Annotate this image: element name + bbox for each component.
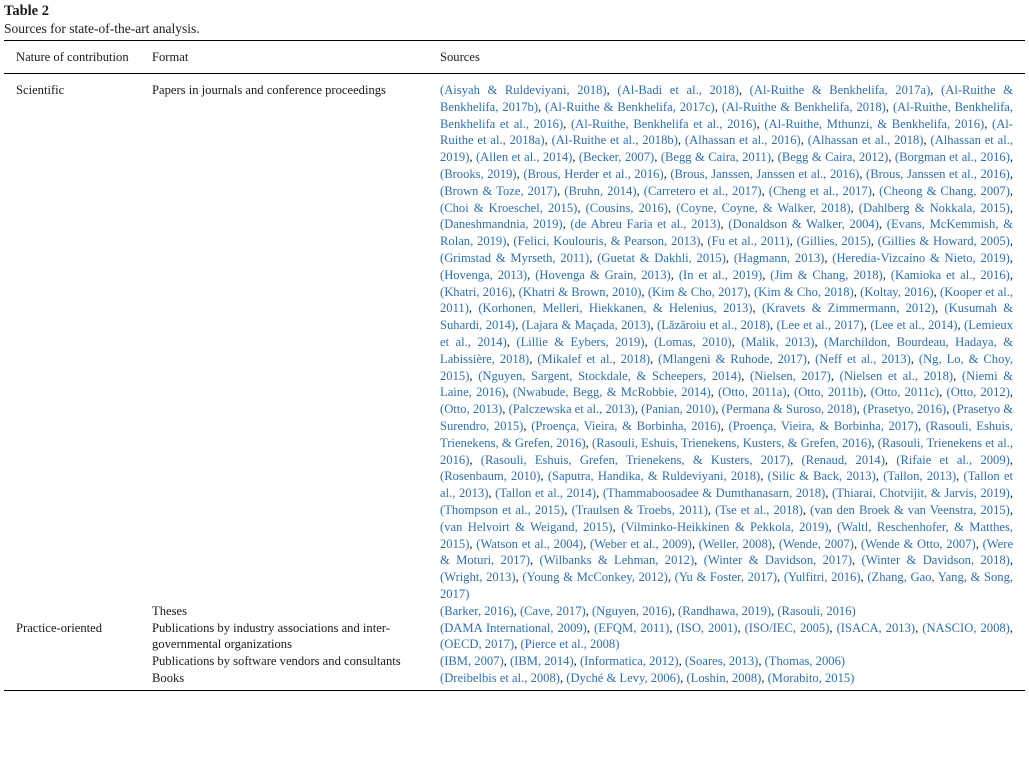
format-cell: Publications by software vendors and consultants [152, 654, 401, 669]
citation-link[interactable]: (Barker, 2016) [440, 603, 514, 618]
citation-link[interactable]: (Begg & Caira, 2012) [777, 150, 889, 165]
citation-link[interactable]: (Proença, Vieira, & Borbinha, 2016) [531, 418, 721, 433]
citation-link[interactable]: (Gillies, 2015) [796, 234, 871, 249]
citation-link[interactable]: (Mlangeni & Ruhode, 2017) [658, 351, 807, 366]
citation-link[interactable]: (Rosenbaum, 2010) [440, 469, 541, 484]
citation-link[interactable]: (Brous, Janssen et al., 2016) [866, 166, 1010, 181]
citation-link[interactable]: (Kim & Cho, 2018) [753, 284, 854, 299]
citation-link[interactable]: (Pierce et al., 2008) [520, 637, 620, 652]
citation-link[interactable]: (Neff et al., 2013) [815, 351, 911, 366]
citation-link[interactable]: (Loshin, 2008) [686, 670, 762, 685]
citation-link[interactable]: (Rasouli, Eshuis, Grefen, Trienekens, & Kusters, 2017) [480, 452, 791, 467]
citation-link[interactable]: (Tallon et al., 2013) [440, 469, 1014, 501]
citation-link[interactable]: (Cheng et al., 2017) [768, 183, 872, 198]
citation-link[interactable]: (Morabito, 2015) [767, 670, 855, 685]
citation-link[interactable]: (EFQM, 2011) [594, 620, 670, 635]
citation-link[interactable]: (Heredia-Vizcaíno & Nieto, 2019) [832, 250, 1010, 265]
citation-link[interactable]: (Allen et al., 2014) [475, 150, 573, 165]
citation-link[interactable]: (Renaud, 2014) [801, 452, 885, 467]
citation-link[interactable]: (Dahlberg & Nokkala, 2015) [858, 200, 1010, 215]
citation-link[interactable]: (Kamioka et al., 2016) [890, 267, 1010, 282]
format-cell: Theses [152, 603, 187, 618]
citation-link[interactable]: (Tallon et al., 2014) [495, 486, 597, 501]
table-row [4, 620, 1025, 654]
citation-link[interactable]: (Rifaie et al., 2009) [896, 452, 1010, 467]
citation-link[interactable]: (Niemi & Laine, 2016) [440, 368, 1014, 400]
citation-link[interactable]: (Thomas, 2006) [764, 654, 846, 669]
citation-link[interactable]: (Jim & Chang, 2018) [770, 267, 883, 282]
citation-link[interactable]: (Marchildon, Bourdeau, Hadaya, & Labissière, 2018) [440, 334, 1014, 366]
citation-link[interactable]: (Weller, 2008) [698, 536, 772, 551]
citation-link[interactable]: (Nguyen, 2016) [591, 603, 672, 618]
citation-link[interactable]: (Brown & Toze, 2017) [440, 183, 558, 198]
table-caption: Sources for state-of-the-art analysis. [4, 21, 200, 36]
citation-link[interactable]: (Thiarai, Chotvijit, & Jarvis, 2019) [832, 486, 1010, 501]
citation-link[interactable]: (Brooks, 2019) [440, 166, 517, 181]
citation-link[interactable]: (Saputra, Handika, & Ruldeviyani, 2018) [547, 469, 761, 484]
citation-link[interactable]: (Rasouli, Eshuis, Trienekens, & Grefen, 2016) [440, 418, 1014, 450]
citation-link[interactable]: (Brous, Janssen, Janssen et al., 2016) [670, 166, 860, 181]
citation-link[interactable]: (Yulfitri, 2016) [783, 570, 861, 585]
citation-link[interactable]: (Tallon, 2013) [883, 469, 957, 484]
citation-link[interactable]: (ISACA, 2013) [836, 620, 916, 635]
citation-link[interactable]: (Wilbanks & Lehman, 2012) [539, 553, 695, 568]
sources-cell: (Barker, 2016), (Cave, 2017), (Nguyen, 2016), (Randhawa, 2019), (Rasouli, 2016) [440, 603, 856, 618]
citation-link[interactable]: (van Helvoirt & Weigand, 2015) [440, 519, 613, 534]
table-row [4, 653, 1025, 670]
table-row [4, 670, 1025, 690]
citation-link[interactable]: (Thammaboosadee & Dumthanasarn, 2018) [602, 486, 826, 501]
citation-link[interactable]: (Wende, 2007) [778, 536, 854, 551]
citation-link[interactable]: (Lăzăroiu et al., 2018) [657, 318, 771, 333]
citation-link[interactable]: (Yu & Foster, 2017) [674, 570, 778, 585]
citation-link[interactable]: (Felici, Koulouris, & Pearson, 2013) [513, 234, 701, 249]
citation-link[interactable]: (Al-Ruithe & Benkhelifa, 2017c) [545, 99, 715, 114]
citation-link[interactable]: (Malik, 2013) [741, 334, 815, 349]
citation-link[interactable]: (Informatica, 2012) [579, 654, 679, 669]
citation-link[interactable]: (Al-Ruithe & Benkhelifa, 2018) [721, 99, 886, 114]
citation-link[interactable]: (Silic & Back, 2013) [767, 469, 876, 484]
header-format: Format [152, 41, 440, 74]
nature-cell [4, 603, 152, 620]
citation-link[interactable]: (Borgman et al., 2016) [894, 150, 1010, 165]
citation-link[interactable]: (Hagmann, 2013) [733, 250, 825, 265]
sources-cell: (DAMA International, 2009), (EFQM, 2011), (ISO, 2001), (ISO/IEC, 2005), (ISACA, 2013), (NASCIO, 2008), (OECD, 2017), (Pierce et al., 2008) [440, 620, 1014, 652]
citation-link[interactable]: (Guetat & Dakhli, 2015) [597, 250, 726, 265]
citation-link[interactable]: (Kim & Cho, 2017) [647, 284, 748, 299]
citation-link[interactable]: (Nguyen, Sargent, Stockdale, & Scheepers, 2014) [478, 368, 742, 383]
table-title: Table 2 [4, 3, 49, 19]
citation-link[interactable]: (Thompson et al., 2015) [440, 502, 565, 517]
citation-link[interactable]: (Rasouli, Trienekens et al., 2016) [440, 435, 1013, 467]
citation-link[interactable]: (Waltl, Reschenhofer, & Matthes, 2015) [440, 519, 1014, 551]
table-header-row [4, 41, 1025, 74]
sources-cell: (IBM, 2007), (IBM, 2014), (Informatica, 2012), (Soares, 2013), (Thomas, 2006) [440, 654, 846, 669]
citation-link[interactable]: (de Abreu Faria et al., 2013) [570, 217, 721, 232]
citation-link[interactable]: (Proença, Vieira, & Borbinha, 2017) [728, 418, 918, 433]
citation-link[interactable]: (Otto, 2012) [946, 385, 1010, 400]
format-cell: Publications by industry associations and inter-governmental organizations [152, 620, 390, 652]
sources-cell: (Dreibelbis et al., 2008), (Dyché & Levy, 2006), (Loshin, 2008), (Morabito, 2015) [440, 670, 1025, 690]
table-row [4, 74, 1025, 603]
header-sources: Sources [440, 41, 1025, 74]
citation-link[interactable]: (Brous, Herder et al., 2016) [523, 166, 664, 181]
citation-link[interactable]: (Otto, 2011b) [794, 385, 864, 400]
citation-link[interactable]: (Khatri, 2016) [440, 284, 513, 299]
sources-cell: (Aisyah & Ruldeviyani, 2018), (Al-Badi et al., 2018), (Al-Ruithe & Benkhelifa, 2017a), (Al-Ruithe & Benkhelifa, 2017b), (Al-Ruithe & Benkhelifa, 2017c), (Al-Ruithe & Benkhelifa, 2018), (Al-Ruithe, Benkhelifa, Benkhelifa et al., 2016), (Al-Ruithe, Benkhelifa et al., 2016), (Al-Ruithe, Mthunzi, & Benkhelifa, 2016), (Al-Ruithe et al., 2018a), (Al-Ruithe et al., 2018b), (Alhassan et al., 2016), (Alhassan et al., 2018), (Alhassan et al., 2019), (Allen et al., 2014), (Becker, 2007), (Begg & Caira, 2011), (Begg & Caira, 2012), (Borgman et al., 2016), (Brooks, 2019), (Brous, Herder et al., 2016), (Brous, Janssen, Janssen et al., 2016), (Brous, Janssen et al., 2016), (Brown & Toze, 2017), (Bruhn, 2014), (Carretero et al., 2017), (Cheng et al., 2017), (Cheong & Chang, 2007), (Choi & Kroeschel, 2015), (Cousins, 2016), (Coyne, Coyne, & Walker, 2018), (Dahlberg & Nokkala, 2015), (Daneshmandnia, 2019), (de Abreu Faria et al., 2013), (Donaldson & Walker, 2004), (Evans, McKemmish, & Rolan, 2019), (Felici, Koulouris, & Pearson, 2013), (Fu et al., 2011), (Gillies, 2015), (Gillies & Howard, 2005), (Grimstad & Myrseth, 2011), (Guetat & Dakhli, 2015), (Hagmann, 2013), (Heredia-Vizcaíno & Nieto, 2019), (Hovenga, 2013), (Hovenga & Grain, 2013), (In et al., 2019), (Jim & Chang, 2018), (Kamioka et al., 2016), (Khatri, 2016), (Khatri & Brown, 2010), (Kim & Cho, 2017), (Kim & Cho, 2018), (Koltay, 2016), (Kooper et al., 2011), (Korhonen, Melleri, Hiekkanen, & Helenius, 2013), (Kravets & Zimmermann, 2012), (Kusumah & Suhardi, 2014), (Lajara & Maçada, 2013), (Lăzăroiu et al., 2018), (Lee et al., 2017), (Lee et al., 2014), (Lemieux et al., 2014), (Lillie & Eybers, 2019), (Lomas, 2010), (Malik, 2013), (Marchildon, Bourdeau, Hadaya, & Labissière, 2018), (Mikalef et al., 2018), (Mlangeni & Ruhode, 2017), (Neff et al., 2013), (Ng, Lo, & Choy, 2015), (Nguyen, Sargent, Stockdale, & Scheepers, 2014), (Nielsen, 2017), (Nielsen et al., 2018), (Niemi & Laine, 2016), (Nwabude, Begg, & McRobbie, 2014), (Otto, 2011a), (Otto, 2011b), (Otto, 2011c), (Otto, 2012), (Otto, 2013), (Palczewska et al., 2013), (Panian, 2010), (Permana & Suroso, 2018), (Prasetyo, 2016), (Prasetyo & Surendro, 2015), (Proença, Vieira, & Borbinha, 2016), (Proença, Vieira, & Borbinha, 2017), (Rasouli, Eshuis, Trienekens, & Grefen, 2016), (Rasouli, Eshuis, Trienekens, Kusters, & Grefen, 2016), (Rasouli, Trienekens et al., 2016), (Rasouli, Eshuis, Grefen, Trienekens, & Kusters, 2017), (Renaud, 2014), (Rifaie et al., 2009), (Rosenbaum, 2010), (Saputra, Handika, & Ruldeviyani, 2018), (Silic & Back, 2013), (Tallon, 2013), (Tallon et al., 2013), (Tallon et al., 2014), (Thammaboosadee & Dumthanasarn, 2018), (Thiarai, Chotvijit, & Jarvis, 2019), (Thompson et al., 2015), (Traulsen & Troebs, 2011), (Tse et al., 2018), (van den Broek & van Veenstra, 2015), (van Helvoirt & Weigand, 2015), (Vilminko-Heikkinen & Pekkola, 2019), (Waltl, Reschenhofer, & Matthes, 2015), (Watson et al., 2004), (Weber et al., 2009), (Weller, 2008), (Wende, 2007), (Wende & Otto, 2007), (Were & Moturi, 2017), (Wilbanks & Lehman, 2012), (Winter & Davidson, 2017), (Winter & Davidson, 2018), (Wright, 2013), (Young & McConkey, 2012), (Yu & Foster, 2017), (Yulfitri, 2016), (Zhang, Gao, Yang, & Song, 2017) [440, 83, 1014, 601]
citation-link[interactable]: (Nwabude, Begg, & McRobbie, 2014) [512, 385, 711, 400]
citation-link[interactable]: (IBM, 2007) [440, 654, 504, 669]
citation-link[interactable]: (Panian, 2010) [641, 402, 716, 417]
citation-link[interactable]: (Carretero et al., 2017) [643, 183, 762, 198]
citation-link[interactable]: (Otto, 2011a) [718, 385, 787, 400]
citation-link[interactable]: (Al-Ruithe & Benkhelifa, 2017b) [440, 83, 1014, 114]
citation-link[interactable]: (Donaldson & Walker, 2004) [728, 217, 879, 232]
citation-link[interactable]: (Soares, 2013) [684, 654, 759, 669]
citation-link[interactable]: (Watson et al., 2004) [476, 536, 584, 551]
citation-link[interactable]: (Prasetyo & Surendro, 2015) [440, 402, 1014, 433]
citation-link[interactable]: (Al-Ruithe, Mthunzi, & Benkhelifa, 2016) [764, 116, 985, 131]
citation-link[interactable]: (Al-Ruithe et al., 2018b) [551, 133, 678, 148]
citation-link[interactable]: (Dyché & Levy, 2006) [566, 670, 681, 685]
citation-link[interactable]: (Kooper et al., 2011) [440, 284, 1013, 316]
citation-link[interactable]: (Evans, McKemmish, & Rolan, 2019) [440, 217, 1013, 249]
citation-link[interactable]: (Khatri & Brown, 2010) [518, 284, 642, 299]
citation-link[interactable]: (Weber et al., 2009) [589, 536, 692, 551]
format-cell: Books [152, 670, 440, 690]
citation-link[interactable]: (Were & Moturi, 2017) [440, 536, 1014, 568]
citation-link[interactable]: (Lemieux et al., 2014) [440, 318, 1014, 349]
citation-link[interactable]: (Winter & Davidson, 2018) [861, 553, 1010, 568]
citation-link[interactable]: (Fu et al., 2011) [707, 234, 790, 249]
citation-link[interactable]: (Vilminko-Heikkinen & Pekkola, 2019) [621, 519, 829, 534]
citation-link[interactable]: (Wende & Otto, 2007) [860, 536, 976, 551]
header-nature: Nature of contribution [4, 41, 152, 74]
citation-link[interactable]: (Becker, 2007) [578, 150, 655, 165]
citation-link[interactable]: (Cheong & Chang, 2007) [879, 183, 1010, 198]
citation-link[interactable]: (Al-Ruithe, Benkhelifa et al., 2016) [570, 116, 757, 131]
citation-link[interactable]: (Randhawa, 2019) [678, 603, 772, 618]
citation-link[interactable]: (IBM, 2014) [509, 654, 574, 669]
citation-link[interactable]: (Gillies & Howard, 2005) [877, 234, 1010, 249]
citation-link[interactable]: (Wright, 2013) [440, 570, 516, 585]
citation-link[interactable]: (Zhang, Gao, Yang, & Song, 2017) [440, 570, 1014, 601]
citation-link[interactable]: (Alhassan et al., 2016) [684, 133, 801, 148]
citation-link[interactable]: (Permana & Suroso, 2018) [721, 402, 857, 417]
citation-link[interactable]: (In et al., 2019) [678, 267, 763, 282]
citation-link[interactable]: (Daneshmandnia, 2019) [440, 217, 563, 232]
citation-link[interactable]: (Cousins, 2016) [585, 200, 669, 215]
citation-link[interactable]: (van den Broek & van Veenstra, 2015) [810, 502, 1010, 517]
citation-link[interactable]: (Otto, 2013) [440, 402, 503, 417]
citation-link[interactable]: (NASCIO, 2008) [922, 620, 1010, 635]
citation-link[interactable]: (Prasetyo, 2016) [862, 402, 947, 417]
citation-link[interactable]: (Hovenga, 2013) [440, 267, 528, 282]
citation-link[interactable]: (Traulsen & Troebs, 2011) [571, 502, 708, 517]
citation-link[interactable]: (Begg & Caira, 2011) [660, 150, 772, 165]
citation-link[interactable]: (Rasouli, Eshuis, Trienekens, Kusters, & Grefen, 2016) [592, 435, 872, 450]
citation-link[interactable]: (Winter & Davidson, 2017) [703, 553, 853, 568]
citation-link[interactable]: (Lajara & Maçada, 2013) [521, 318, 651, 333]
nature-cell [4, 670, 152, 690]
citation-link[interactable]: (Young & McConkey, 2012) [522, 570, 668, 585]
citation-link[interactable]: (Al-Ruithe et al., 2018a) [440, 116, 1013, 148]
citation-link[interactable]: (Cave, 2017) [519, 603, 586, 618]
citation-link[interactable]: (Aisyah & Ruldeviyani, 2018) [440, 83, 607, 97]
citation-link[interactable]: (Palczewska et al., 2013) [508, 402, 635, 417]
citation-link[interactable]: (Tse et al., 2018) [715, 502, 803, 517]
citation-link[interactable]: (Ng, Lo, & Choy, 2015) [440, 351, 1014, 383]
nature-cell: Scientific [16, 83, 65, 97]
citation-link[interactable]: (Lee et al., 2017) [776, 318, 864, 333]
citation-link[interactable]: (Choi & Kroeschel, 2015) [440, 200, 578, 215]
citation-link[interactable]: (Dreibelbis et al., 2008) [440, 670, 560, 685]
citation-link[interactable]: (Coyne, Coyne, & Walker, 2018) [676, 200, 851, 215]
citation-link[interactable]: (Hovenga & Grain, 2013) [535, 267, 671, 282]
citation-link[interactable]: (Al-Ruithe & Benkhelifa, 2017a) [749, 83, 931, 97]
citation-link[interactable]: (Al-Ruithe, Benkhelifa, Benkhelifa et al., 2016) [440, 99, 1014, 131]
citation-link[interactable]: (Bruhn, 2014) [564, 183, 637, 198]
table-row [4, 603, 1025, 620]
citation-link[interactable]: (Lee et al., 2014) [870, 318, 958, 333]
citation-link[interactable]: (ISO/IEC, 2005) [744, 620, 830, 635]
citation-link[interactable]: (Alhassan et al., 2019) [440, 133, 1014, 165]
citation-link[interactable]: (DAMA International, 2009) [440, 620, 587, 635]
citation-link[interactable]: (Kravets & Zimmermann, 2012) [761, 301, 936, 316]
citation-link[interactable]: (Grimstad & Myrseth, 2011) [440, 250, 590, 265]
citation-link[interactable]: (Al-Badi et al., 2018) [617, 83, 739, 97]
citation-link[interactable]: (Mikalef et al., 2018) [537, 351, 651, 366]
nature-cell [4, 653, 152, 670]
sources-table [4, 40, 1025, 691]
citation-link[interactable]: (Lomas, 2010) [654, 334, 732, 349]
citation-link[interactable]: (Alhassan et al., 2018) [807, 133, 924, 148]
citation-link[interactable]: (OECD, 2017) [440, 637, 515, 652]
nature-cell: Practice-oriented [16, 620, 103, 635]
citation-link[interactable]: (Otto, 2011c) [870, 385, 940, 400]
citation-link[interactable]: (Kusumah & Suhardi, 2014) [440, 301, 1013, 333]
citation-link[interactable]: (ISO, 2001) [676, 620, 738, 635]
citation-link[interactable]: (Nielsen, 2017) [750, 368, 831, 383]
citation-link[interactable]: (Nielsen et al., 2018) [839, 368, 954, 383]
citation-link[interactable]: (Lillie & Eybers, 2019) [516, 334, 645, 349]
citation-link[interactable]: (Korhonen, Melleri, Hiekkanen, & Helenius, 2013) [478, 301, 753, 316]
format-cell: Papers in journals and conference proceedings [152, 83, 386, 97]
citation-link[interactable]: (Koltay, 2016) [860, 284, 934, 299]
citation-link[interactable]: (Rasouli, 2016) [777, 603, 856, 618]
